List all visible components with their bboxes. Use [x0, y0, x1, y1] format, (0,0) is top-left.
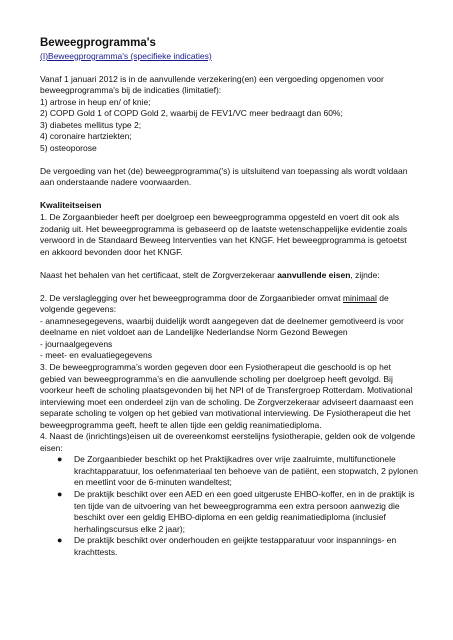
indication-item: 4) coronaire hartziekten; — [40, 131, 132, 142]
indication-item: 3) diabetes mellitus type 2; — [40, 119, 142, 130]
certificate-text-end: , zijnde: — [350, 269, 380, 280]
requirement-4-bullets — [40, 454, 418, 558]
requirement-3: 3. De beweegprogramma’s worden gegeven door een Fysiotherapeut die geschoold is op het gebied van beweegprogramma’s en die aanvullende scholing per doelgroep heeft gevolgd. Bij voorkeur heeft de scholing plaatsgevonden bij het NPI of de Transfergroep Rotterdam. Motivational interviewing moet een onderdeel zijn van de scholing. De Zorgverzekeraar adviseert daarnaast een separate scholing te volgen op het gebied van motivational interviewing. De Fysiotherapeut die het beweegprogramma geeft, heeft te allen tijde een geldig reanimatiediploma. — [40, 361, 414, 430]
bullet-icon: ● — [57, 489, 63, 499]
subtitle-link[interactable]: (I)Beweegprogramma's (specifieke indicaties) — [40, 51, 212, 61]
certificate-text: Naast het behalen van het certificaat, stelt de Zorgverzekeraar — [40, 269, 278, 280]
requirement-4: 4. Naast de (inrichtings)eisen uit de overeenkomst eerstelijns fysiotherapie, gelden ook de volgende eisen: — [40, 431, 416, 453]
requirement-2 — [40, 293, 418, 316]
indication-item: 1) artrose in heup en/ of knie; — [40, 96, 151, 107]
data-item: - journaalgegevens — [40, 338, 113, 349]
document-body — [40, 36, 418, 558]
bullet-icon: ● — [57, 454, 63, 465]
bullet-text: De praktijk beschikt over een AED en een goed uitgeruste EHBO-koffer, en in de praktijk is ten tijde van de uitvoering van het beweegprogramma een extra persoon aanwezig die beschikt over een geldig EHBO-diploma en een geldig reanimatiediploma (inclusief herhalingscursus elke 2 jaar); — [74, 489, 415, 534]
indication-item: 5) osteoporose — [40, 142, 97, 153]
quality-heading: Kwaliteitseisen — [40, 200, 102, 211]
bullet-item — [40, 454, 418, 489]
data-item: - meet- en evaluatiegegevens — [40, 350, 152, 361]
indication-item: 2) COPD Gold 1 of COPD Gold 2, waarbij de FEV1/VC meer bedraagt dan 60%; — [40, 108, 343, 119]
conditions-paragraph: De vergoeding van het (de) beweegprogramma(’s) is uitsluitend van toepassing als wordt voldaan aan onderstaande nadere voorwaarden. — [40, 165, 408, 188]
intro-paragraph: Vanaf 1 januari 2012 is in de aanvullende verzekering(en) een vergoeding opgenomen voor beweegprogramma's bij de indicaties (limitatief): — [40, 73, 384, 96]
additional-requirements-emphasis: aanvullende eisen — [277, 269, 351, 280]
data-item: - anamnesegegevens, waarbij duidelijk wordt aangegeven dat de deelnemer gemotiveerd is voor deelname en niet voldoet aan de Landelijke Nederlandse Norm Gezond Bewegen — [40, 315, 404, 338]
minimum-emphasis: minimaal — [342, 292, 377, 303]
bullet-text: De praktijk beschikt over onderhouden en geijkte testapparatuur voor inspannings- en krachttests. — [74, 535, 397, 557]
bullet-icon: ● — [57, 535, 63, 546]
requirement-2-text-end: de volgende gegevens: — [40, 292, 389, 315]
bullet-text: De Zorgaanbieder beschikt op het Praktijkadres over vrije zaalruimte, multifunctionele krachtapparatuur, los oefenmateriaal ten behoeve van de patiënt, een stopwatch, 2 pylonen en meetlint voor de 6-minuten wandeltest; — [74, 454, 419, 488]
requirement-1: 1. De Zorgaanbieder heeft per doelgroep een beweegprogramma opgesteld en voert dit ook als zodanig uit. Het beweegprogramma is gebaseerd op de laatste wetenschappelijke evidentie zoals verwoord in de Standaard Beweeg Interventies van het KNGF. Het beweegprogramma is getoetst en akkoord bevonden door het KNGF. — [40, 211, 408, 257]
page-title: Beweegprogramma's — [40, 37, 156, 49]
bullet-item — [40, 535, 418, 558]
certificate-paragraph — [40, 270, 418, 282]
bullet-item — [40, 489, 418, 535]
requirement-2-text: 2. De verslaglegging over het beweegprogramma door de Zorgaanbieder omvat — [40, 292, 343, 303]
